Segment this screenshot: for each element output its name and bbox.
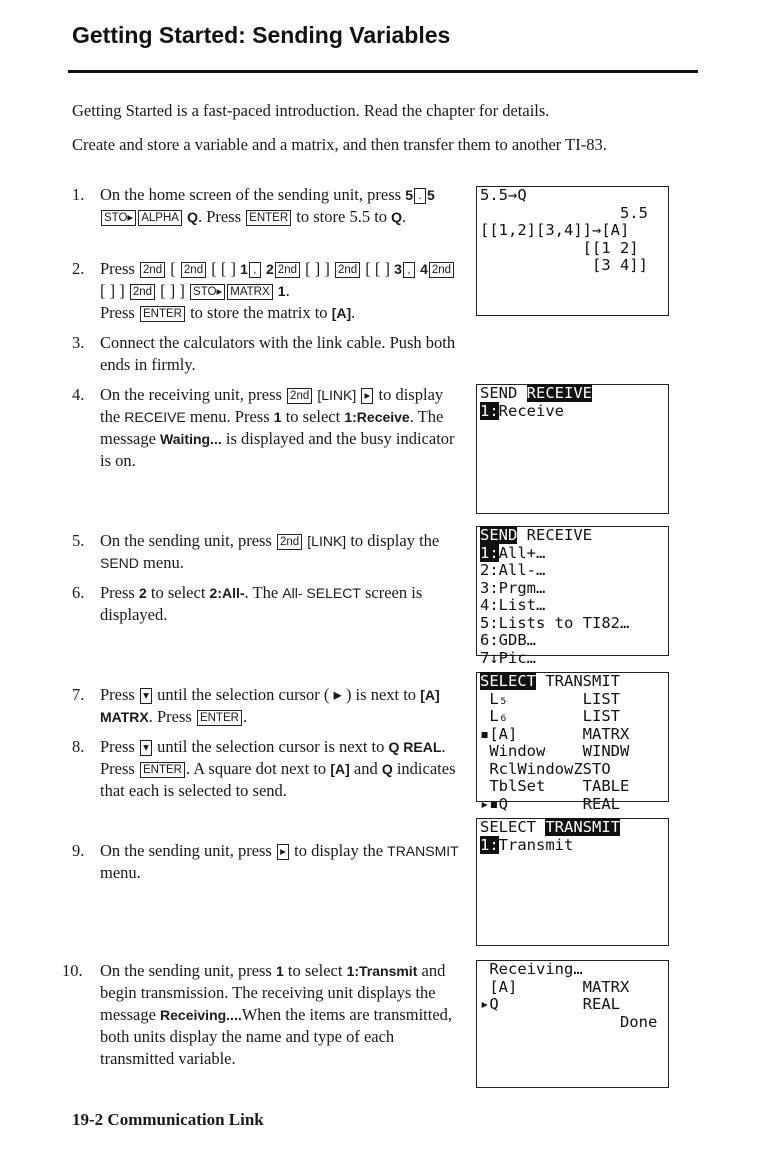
calculator-screen-4: [476, 672, 669, 813]
step-number: 4.: [72, 385, 85, 404]
menu-line: SELECT TRANSMIT: [480, 818, 620, 836]
2nd-key: 2nd: [275, 262, 300, 278]
step-text: Press ▾ until the selection cursor ( ▸ ) is next to [A] MATRX. Press ENTER .: [100, 685, 440, 726]
variable-row: TblSet TABLE: [480, 777, 630, 795]
calculator-screen-1: [476, 186, 669, 316]
step-2: [72, 258, 462, 324]
comma-key: ,: [403, 262, 415, 278]
alpha-key: ALPHA: [138, 210, 182, 226]
step-number: 5.: [72, 531, 85, 550]
step-3: [72, 332, 462, 376]
screen-line: [A] MATRX: [480, 977, 630, 996]
menu-item: 1:Transmit: [480, 835, 574, 854]
menu-line: SEND RECEIVE: [480, 526, 592, 544]
menu-item: 5:Lists to TI82…: [480, 613, 630, 632]
step-text: On the sending unit, press 2nd [LINK] to display the SEND menu.: [100, 531, 440, 572]
enter-key: ENTER: [140, 306, 185, 322]
menu-item: 6:GDB…: [480, 631, 536, 649]
2nd-key: 2nd: [335, 262, 360, 278]
menu-line: SELECT TRANSMIT: [480, 672, 620, 690]
step-text: Connect the calculators with the link cable. Push both ends in firmly.: [100, 333, 456, 374]
calculator-screen-2: [476, 384, 669, 514]
variable-row: Window WINDW: [480, 742, 630, 760]
step-number: 6.: [72, 583, 85, 602]
matrx-key: MATRX: [227, 284, 272, 300]
step-9: [72, 840, 462, 884]
2nd-key: 2nd: [130, 284, 155, 300]
variable-row: ▪[A] MATRX: [480, 724, 630, 743]
step-6: [72, 582, 462, 626]
screen-line: Done: [480, 1012, 658, 1031]
variable-row: L₅ LIST: [480, 689, 620, 708]
cursor-icon: ▸: [333, 685, 342, 704]
step-5: [72, 530, 462, 574]
down-arrow-key: ▾: [140, 688, 152, 704]
step-number: 10.: [62, 961, 83, 980]
step-text: On the sending unit, press 1 to select 1:Transmit and begin transmission. The receiving unit displays the message Receiving....When the items are transmitted, both units display the name and type of each transmitted variable.: [100, 961, 453, 1068]
step-text: On the home screen of the sending unit, press 5 . 5 STO▸ ALPHA Q. Press ENTER to store 5.5 to Q.: [100, 185, 435, 226]
title-rule: [68, 70, 698, 73]
step-text: On the sending unit, press ▸ to display the TRANSMIT menu.: [100, 841, 459, 882]
key-5: 5: [426, 187, 435, 203]
screen-line: [3 4]]: [480, 256, 648, 274]
decimal-key: .: [414, 188, 426, 204]
2nd-key: 2nd: [181, 262, 206, 278]
step-number: 2.: [72, 259, 85, 278]
step-text: Press ▾ until the selection cursor is next to Q REAL. Press ENTER . A square dot next to [A] and Q indicates that each is selected to send.: [100, 737, 456, 800]
2nd-key: 2nd: [287, 388, 312, 404]
menu-item: 1:All+…: [480, 543, 546, 562]
screen-line: Receiving…: [480, 960, 583, 978]
calculator-screen-5: [476, 818, 669, 946]
right-arrow-key: ▸: [277, 844, 289, 860]
variable-row: ▸▪Q REAL: [480, 794, 620, 813]
enter-key: ENTER: [140, 762, 185, 778]
enter-key: ENTER: [246, 210, 291, 226]
step-text: Press 2 to select 2:All-. The All- SELECT screen is displayed.: [100, 583, 423, 624]
step-number: 3.: [72, 333, 85, 352]
comma-key: ,: [249, 262, 261, 278]
2nd-key: 2nd: [277, 534, 302, 550]
screen-line: 5.5: [480, 203, 648, 222]
step-1: [72, 184, 462, 228]
2nd-key: 2nd: [429, 262, 454, 278]
step-text: On the receiving unit, press 2nd [LINK] ▸ to display the RECEIVE menu. Press 1 to select 1:Receive. The message Waiting... is displayed and the busy indicator is on.: [100, 385, 455, 470]
page-title: Getting Started: Sending Variables: [72, 22, 451, 48]
key-5: 5: [405, 187, 413, 203]
menu-item: 7↓Pic…: [480, 648, 536, 667]
menu-item: 4:List…: [480, 596, 546, 614]
step-7: [72, 684, 462, 728]
step-8: [72, 736, 462, 802]
step-number: 9.: [72, 841, 85, 860]
step-4: [72, 384, 462, 472]
step-text: Press 2nd [ 2nd [ [ ] 1 , 2 2nd [ ] ] 2nd [ [ ] 3 , 4 2nd [ ] ] 2nd [ ] ] STO▸ MATRX 1. Press ENTER to store the matrix to [A].: [100, 258, 462, 324]
enter-key: ENTER: [197, 710, 242, 726]
right-arrow-key: ▸: [361, 388, 373, 404]
sto-key: STO▸: [190, 284, 225, 300]
page-footer: 19-2 Communication Link: [72, 1110, 264, 1129]
screen-line: [[1,2][3,4]]→[A]: [480, 221, 630, 239]
step-10: [62, 960, 462, 1070]
step-number: 7.: [72, 685, 85, 704]
calculator-screen-3: [476, 526, 669, 667]
screen-line: ▸Q REAL: [480, 995, 620, 1013]
screen-line: 5.5→Q: [480, 186, 527, 204]
variable-row: RclWindowZSTO: [480, 759, 611, 778]
menu-line: SEND RECEIVE: [480, 384, 592, 402]
calculator-screen-6: [476, 960, 669, 1088]
sto-key: STO▸: [101, 210, 136, 226]
2nd-key: 2nd: [140, 262, 165, 278]
screen-line: [[1 2]: [480, 238, 639, 257]
step-number: 8.: [72, 737, 85, 756]
variable-row: L₆ LIST: [480, 707, 620, 725]
menu-item: 3:Prgm…: [480, 578, 546, 597]
menu-item: 1:Receive: [480, 401, 564, 420]
menu-item: 2:All-…: [480, 561, 546, 579]
down-arrow-key: ▾: [140, 740, 152, 756]
step-number: 1.: [72, 185, 85, 204]
intro-paragraph-1: Getting Started is a fast-paced introduction. Read the chapter for details.: [72, 101, 550, 120]
intro-paragraph-2: Create and store a variable and a matrix, and then transfer them to another TI-83.: [72, 135, 607, 154]
